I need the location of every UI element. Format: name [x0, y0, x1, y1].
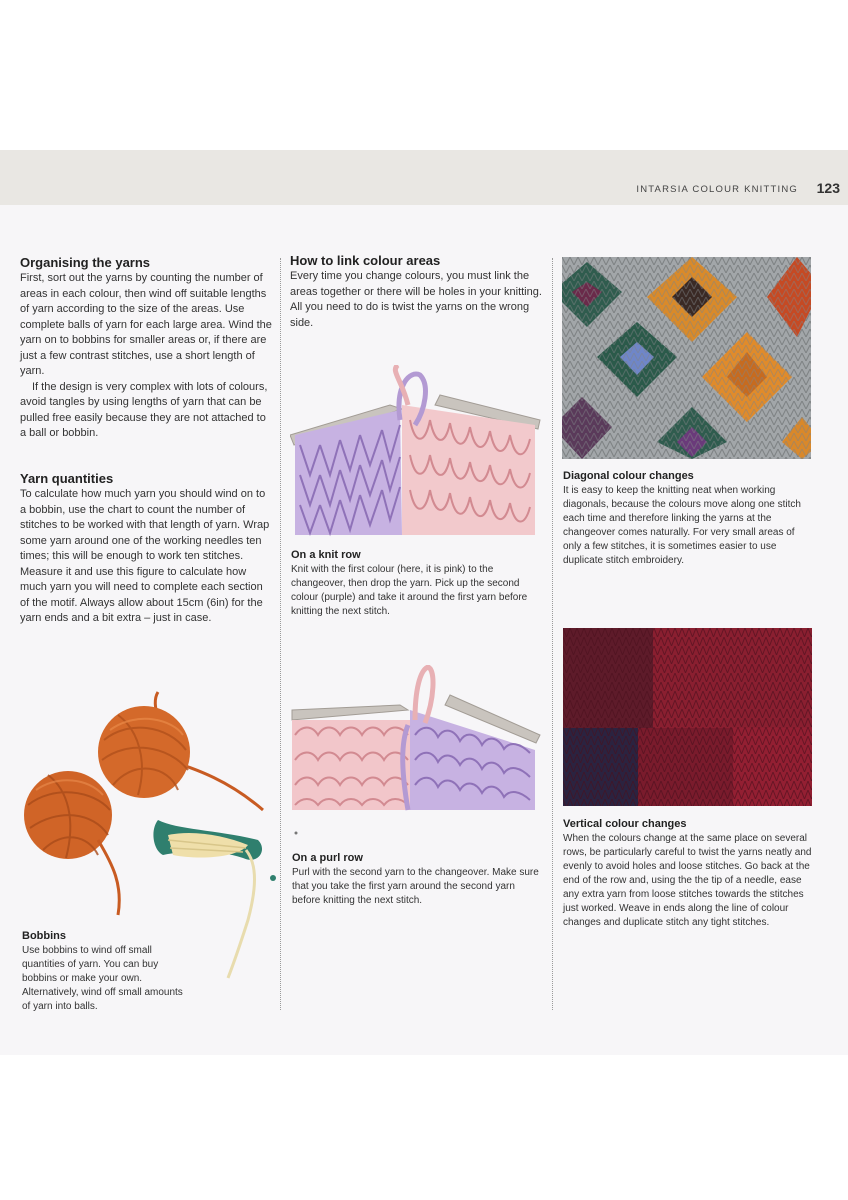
diagonal-caption-title: Diagonal colour changes	[563, 470, 694, 482]
section-title: INTARSIA COLOUR KNITTING	[636, 184, 798, 195]
bobbins-caption-title: Bobbins	[22, 930, 66, 942]
purl-row-caption: Purl with the second yarn to the changeover. Make sure that you take the first yarn around the second yarn before knitting the next stitch.	[292, 867, 539, 906]
diagonal-swatch-photo	[562, 257, 811, 459]
knit-row-caption: Knit with the first colour (here, it is pink) to the changeover, then drop the yarn. Pick up the second colour (purple) and take it around the first yarn before knitting the next stitch.	[291, 564, 528, 617]
vertical-caption: When the colours change at the same place on several rows, be particularly careful to twist the yarns neatly and evenly to avoid holes and loose stitches. Go back at the end of the row and, using the the tip of a needle, ease any extra yarn from loose stitches towards the stitches just worked. Weave in ends along the line of colour changes and duplicate stitch any tight stitches.	[563, 833, 812, 928]
column-divider-right	[552, 258, 553, 1010]
organising-para-1: First, sort out the yarns by counting the number of areas in each colour, then wind off suitable lengths of yarn according to the size of the areas. Use complete balls of yarn for each large area. Wind the yarn on to bobbins for smaller areas or, if there are just a few contrast stitches, use a short length of yarn.	[20, 272, 272, 377]
page-number: 123	[816, 180, 840, 196]
organising-heading: Organising the yarns	[20, 255, 151, 270]
vertical-caption-title: Vertical colour changes	[563, 818, 687, 830]
quantities-heading: Yarn quantities	[20, 471, 114, 486]
quantities-text	[20, 487, 272, 627]
running-header	[0, 150, 848, 205]
vertical-swatch-photo	[563, 628, 812, 806]
link-text	[290, 269, 545, 331]
knit-row-illustration	[290, 365, 545, 540]
link-para: Every time you change colours, you must link the areas together or there will be holes in your knitting. All you need to do is twist the yarns on the wrong side.	[290, 270, 542, 329]
bobbins-caption: Use bobbins to wind off small quantities of yarn. You can buy bobbins or make your own. Alternatively, wind off small amounts of yarn into balls.	[22, 945, 183, 1012]
organising-text	[20, 271, 272, 442]
quantities-para: To calculate how much yarn you should wind on to a bobbin, use the chart to count the number of stitches to be worked with that length of yarn. Wrap some yarn around one of the working needles ten times; this will be enough to work ten stitches. Measure it and use this figure to calculate how much yarn you will need to complete each section of the motif. Always allow about 15cm (6in) for the yarn ends and a bit extra – just in case.	[20, 488, 270, 624]
purl-row-illustration	[290, 665, 545, 840]
organising-para-2: If the design is very complex with lots of colours, avoid tangles by using lengths of yarn that can be pulled free easily because they are not attached to a ball or bobbin.	[20, 380, 268, 439]
purl-row-caption-title: On a purl row	[292, 852, 363, 864]
link-heading: How to link colour areas	[290, 253, 441, 268]
column-divider-left	[280, 258, 281, 1010]
diagonal-caption: It is easy to keep the knitting neat when working diagonals, because the colours move along one stitch each time and therefore linking the yarns at the changeover comes naturally. For very small areas of only a few stitches, it is sometimes easier to use duplicate stitch embroidery.	[563, 485, 801, 566]
knit-row-caption-title: On a knit row	[291, 549, 361, 561]
